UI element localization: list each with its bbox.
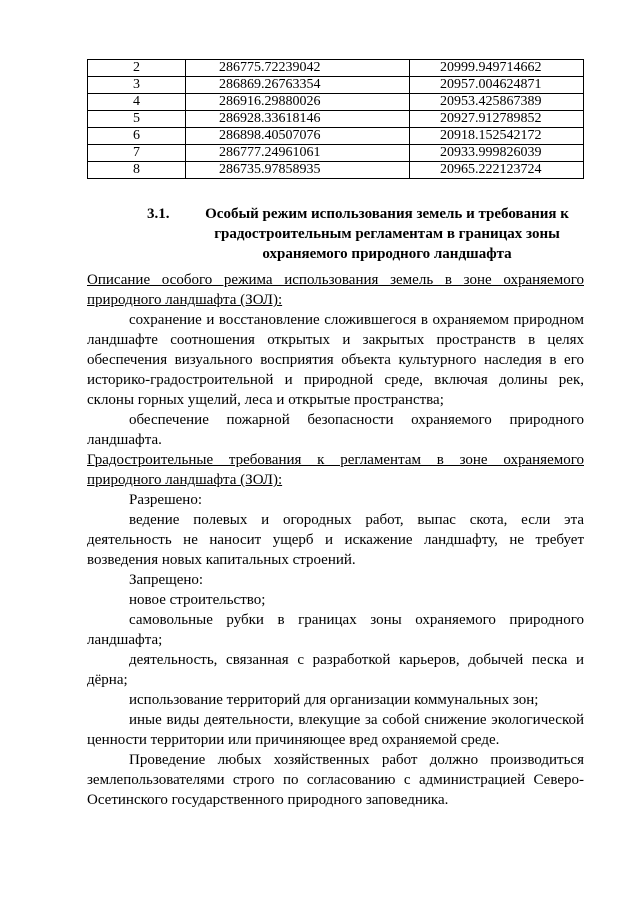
x-coordinate-cell: 286869.26763354: [186, 77, 410, 94]
section-number: 3.1.: [147, 206, 170, 222]
y-coordinate-cell: 20957.004624871: [410, 77, 584, 94]
paragraph: Разрешено:: [129, 492, 202, 508]
x-coordinate-cell: 286928.33618146: [186, 111, 410, 128]
point-number-cell: 5: [88, 111, 186, 128]
y-coordinate-cell: 20953.425867389: [410, 94, 584, 111]
table-row: [88, 77, 584, 94]
x-coordinate-cell: 286898.40507076: [186, 128, 410, 145]
y-coordinate-cell: 20927.912789852: [410, 111, 584, 128]
table-row: [88, 145, 584, 162]
underlined-subheading: Описание особого режима использования земель в зоне охраняемого природного ландшафта (ЗОЛ):: [87, 272, 584, 308]
point-number-cell: 4: [88, 94, 186, 111]
point-number-cell: 2: [88, 60, 186, 77]
paragraph: ведение полевых и огородных работ, выпас скота, если эта деятельность не наносит ущерб и искажение ландшафту, не требует возведения новых капитальных строений.: [87, 512, 584, 568]
x-coordinate-cell: 286777.24961061: [186, 145, 410, 162]
paragraph: иные виды деятельности, влекущие за собой снижение экологической ценности территории или причиняющее вред охраняемой среде.: [87, 712, 584, 748]
x-coordinate-cell: 286775.72239042: [186, 60, 410, 77]
underlined-subheading: Градостроительные требования к регламентам в зоне охраняемого природного ландшафта (ЗОЛ):: [87, 452, 584, 488]
body-text: [87, 270, 584, 810]
x-coordinate-cell: 286735.97858935: [186, 162, 410, 179]
section-title: Особый режим использования земель и требования к градостроительным регламентам в границах зоны охраняемого природного ландшафта: [205, 206, 569, 262]
paragraph: самовольные рубки в границах зоны охраняемого природного ландшафта;: [87, 612, 584, 648]
table-row: [88, 111, 584, 128]
table-row: [88, 128, 584, 145]
y-coordinate-cell: 20918.152542172: [410, 128, 584, 145]
table-row: [88, 162, 584, 179]
x-coordinate-cell: 286916.29880026: [186, 94, 410, 111]
paragraph: использование территорий для организации коммунальных зон;: [129, 692, 539, 708]
y-coordinate-cell: 20933.999826039: [410, 145, 584, 162]
point-number-cell: 6: [88, 128, 186, 145]
table-row: [88, 60, 584, 77]
paragraph: сохранение и восстановление сложившегося в охраняемом природном ландшафте соотношения открытых и закрытых пространств в целях обеспечения визуального восприятия объекта культурного наследия в его историко-градостроительной и природной среде, включая долины рек, склоны горных ущелий, леса и открытые пространства;: [87, 312, 584, 408]
paragraph: деятельность, связанная с разработкой карьеров, добычей песка и дёрна;: [87, 652, 584, 688]
y-coordinate-cell: 20999.949714662: [410, 60, 584, 77]
paragraph: Запрещено:: [129, 572, 204, 588]
point-number-cell: 7: [88, 145, 186, 162]
coordinates-table: [87, 59, 584, 179]
point-number-cell: 3: [88, 77, 186, 94]
y-coordinate-cell: 20965.222123724: [410, 162, 584, 179]
paragraph: новое строительство;: [129, 592, 266, 608]
table-row: [88, 94, 584, 111]
paragraph: Проведение любых хозяйственных работ должно производиться землепользователями строго по согласованию с администрацией Северо-Осетинского государственного природного заповедника.: [87, 752, 584, 808]
point-number-cell: 8: [88, 162, 186, 179]
paragraph: обеспечение пожарной безопасности охраняемого природного ландшафта.: [87, 412, 584, 448]
